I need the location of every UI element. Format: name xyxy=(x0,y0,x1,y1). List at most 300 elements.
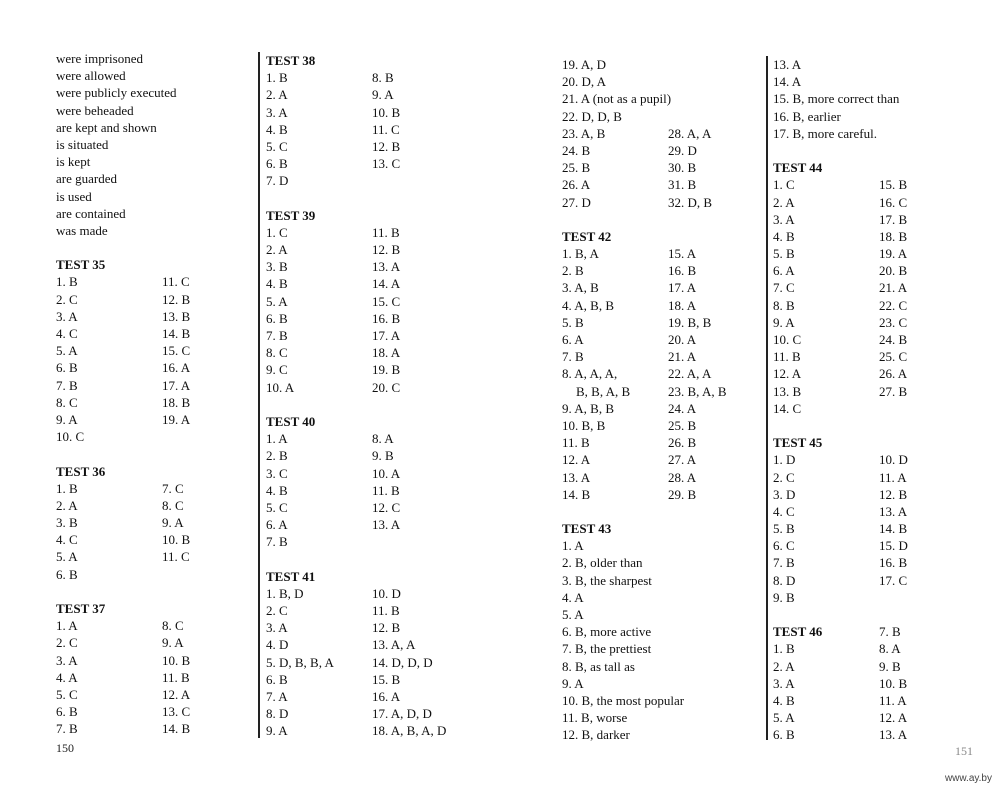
answer-left: 26. A xyxy=(562,177,591,193)
answer-right: 13. C xyxy=(162,704,191,720)
answer-right: 9. A xyxy=(372,87,394,103)
answer-left: 8. D xyxy=(266,706,289,722)
answer-left: 2. C xyxy=(773,469,795,485)
answer-right: 25. B xyxy=(668,417,697,433)
answer-row xyxy=(56,548,190,565)
answer-right: 20. C xyxy=(372,379,401,395)
answer-right: 20. A xyxy=(668,332,697,347)
answer-left: 4. B xyxy=(266,121,288,137)
answer-left: 10. B, B xyxy=(562,417,606,433)
answer-left: 9. C xyxy=(266,362,288,378)
spacer xyxy=(562,211,727,228)
answer-row xyxy=(266,654,446,671)
column-divider-left xyxy=(258,52,260,738)
answer-left: 2. A xyxy=(266,87,288,103)
answer-right: 17. A xyxy=(162,377,191,393)
answer-row xyxy=(266,430,446,447)
answer-left: 3. A xyxy=(266,104,288,120)
answer-row xyxy=(773,365,908,382)
answer-row xyxy=(266,688,446,705)
answer-row xyxy=(56,377,190,394)
answer-row xyxy=(773,451,908,468)
answer-right: 21. A xyxy=(668,349,697,365)
answer-right: 9. B xyxy=(879,658,901,674)
answer-right: 18. A xyxy=(668,297,697,313)
answer-row xyxy=(562,159,727,176)
answer-text: are guarded xyxy=(56,171,117,187)
answer-right: 11. B xyxy=(372,482,400,498)
answer-row xyxy=(562,331,727,348)
answer-left: 4. C xyxy=(773,503,795,519)
answer-row xyxy=(773,245,908,262)
page-number-left: 150 xyxy=(56,741,74,755)
spacer xyxy=(773,417,908,434)
answer-single: 20. D, A xyxy=(562,74,607,90)
answer-left: 4. B xyxy=(266,276,288,292)
answer-left: 10. A xyxy=(266,379,295,395)
answer-right: 18. A, B, A, D xyxy=(372,723,447,739)
answer-right: 10. B xyxy=(879,675,908,691)
answer-row xyxy=(562,314,727,331)
answer-right: 14. B xyxy=(162,721,191,737)
answer-left: 6. A xyxy=(562,332,584,347)
answer-right: 26. B xyxy=(668,435,697,451)
answer-right: 29. D xyxy=(668,142,697,158)
answer-row xyxy=(56,686,190,703)
answer-row xyxy=(773,314,908,331)
answer-left: 9. A xyxy=(56,411,78,427)
answer-left: 3. A xyxy=(266,620,288,636)
answer-right: 20. B xyxy=(879,263,908,279)
answer-right: 10. A xyxy=(372,465,401,481)
answer-right: 15. D xyxy=(879,538,908,554)
answer-single: 21. A (not as a pupil) xyxy=(562,91,672,107)
answer-left: 4. B xyxy=(773,692,795,708)
answer-right: 17. B xyxy=(879,211,908,227)
answer-single: 7. B xyxy=(266,534,288,550)
answer-single: 15. B, more correct than xyxy=(773,91,900,107)
answer-single: 13. A xyxy=(773,57,802,72)
spacer xyxy=(266,550,446,567)
answer-row xyxy=(266,344,446,361)
answer-left: 2. A xyxy=(56,497,78,513)
answer-right: 31. B xyxy=(668,177,697,193)
answer-left: 5. C xyxy=(266,138,288,154)
answer-row xyxy=(562,142,727,159)
answer-row xyxy=(266,602,446,619)
answer-row xyxy=(773,675,908,692)
answer-row xyxy=(266,619,446,636)
answer-row xyxy=(773,658,908,675)
answer-left: 1. B, A xyxy=(562,246,599,262)
answer-right: 8. C xyxy=(162,618,184,634)
answer-single: 14. C xyxy=(773,400,802,416)
answer-left: 6. C xyxy=(773,538,795,554)
answer-row xyxy=(773,640,908,657)
answer-left: 1. B xyxy=(773,641,795,657)
answer-left: 5. B xyxy=(773,246,795,262)
answer-left: 9. A xyxy=(773,314,795,330)
test-heading: TEST 44 xyxy=(773,160,823,176)
answer-text: is situated xyxy=(56,136,109,152)
answer-left: 2. C xyxy=(56,635,78,651)
answer-text: are contained xyxy=(56,205,126,221)
answer-right: 9. A xyxy=(162,515,184,531)
answer-right: 15. B xyxy=(372,671,401,687)
answer-single: 17. B, more careful. xyxy=(773,125,877,141)
answer-right: 15. C xyxy=(162,343,191,359)
answer-right: 21. A xyxy=(879,280,908,296)
spacer xyxy=(773,142,908,159)
answer-left: 2. A xyxy=(773,658,795,674)
answer-text: is kept xyxy=(56,154,91,170)
answer-right: 10. B xyxy=(162,652,191,668)
answer-right: 12. C xyxy=(372,499,401,515)
answer-row xyxy=(562,194,727,211)
answer-left: 8. D xyxy=(773,572,796,588)
answer-right: 14. B xyxy=(879,521,908,537)
answer-row xyxy=(266,516,446,533)
answer-right: 11. B xyxy=(372,603,400,618)
test-heading: TEST 36 xyxy=(56,463,106,479)
answer-right: 14. B xyxy=(162,326,191,341)
answer-row xyxy=(773,228,908,245)
answer-row xyxy=(266,104,446,121)
answer-right: 12. A xyxy=(162,686,191,702)
answer-right: 16. A xyxy=(162,360,191,376)
answer-row xyxy=(266,121,446,138)
answer-row xyxy=(56,497,190,514)
answer-single: 7. B, the prettiest xyxy=(562,641,652,657)
answer-left: 23. A, B xyxy=(562,125,606,141)
answer-right: 11. C xyxy=(162,274,190,290)
test-heading: TEST 40 xyxy=(266,413,316,429)
answer-right: 11. C xyxy=(162,549,190,565)
answer-left: 12. A xyxy=(773,366,802,382)
answer-row xyxy=(773,348,908,365)
answer-text: was made xyxy=(56,222,108,238)
column-divider-right xyxy=(766,56,768,740)
answer-right: 12. B xyxy=(372,242,401,258)
answer-row xyxy=(266,224,446,241)
answer-right: 12. B xyxy=(372,620,401,636)
answer-single: 3. B, the sharpest xyxy=(562,572,652,588)
answer-left: 13. B xyxy=(773,383,802,399)
answer-right: 12. B xyxy=(879,486,908,502)
answer-left: 3. C xyxy=(266,465,288,481)
answer-right: 13. C xyxy=(372,156,401,172)
answer-left: 8. B xyxy=(773,297,795,313)
answer-row xyxy=(266,722,446,739)
answer-left: 7. C xyxy=(773,280,795,296)
answer-row xyxy=(266,361,446,378)
spacer xyxy=(562,503,727,520)
answer-right: 13. A xyxy=(879,503,908,519)
answer-row xyxy=(266,275,446,292)
answer-right: 13. A xyxy=(372,259,401,275)
answer-row xyxy=(56,411,190,428)
answer-row xyxy=(562,383,727,400)
answer-left: 3. A, B xyxy=(562,280,599,296)
answer-row xyxy=(773,176,908,193)
answer-right: 32. D, B xyxy=(668,194,713,210)
answer-single: 10. C xyxy=(56,429,85,445)
answer-right: 11. B xyxy=(162,669,190,685)
answer-right: 23. B, A, B xyxy=(668,383,727,399)
answer-right: 10. B xyxy=(372,104,401,120)
answer-left: 2. A xyxy=(773,194,795,210)
answer-single: 6. B, more active xyxy=(562,624,652,640)
answer-row xyxy=(562,279,727,296)
answer-single: 6. B xyxy=(56,566,78,582)
answer-right: 26. A xyxy=(879,366,908,382)
answer-row xyxy=(266,155,446,172)
test-heading: TEST 35 xyxy=(56,257,106,273)
answer-right: 8. C xyxy=(162,497,184,513)
answer-row xyxy=(562,469,727,486)
answer-left: 2. A xyxy=(266,242,288,258)
answer-right: 27. B xyxy=(879,383,908,399)
answer-left: 6. B xyxy=(56,704,78,720)
answer-left: 6. B xyxy=(56,360,78,376)
answer-row xyxy=(562,417,727,434)
answer-left: 8. C xyxy=(56,394,78,410)
answer-left: 1. B xyxy=(56,480,78,496)
answer-left: 6. B xyxy=(266,310,288,326)
answer-right: 24. B xyxy=(879,332,908,347)
answer-right: 29. B xyxy=(668,486,697,502)
answer-right: 11. B xyxy=(372,224,400,240)
answer-single: 9. A xyxy=(562,675,584,691)
answer-row xyxy=(773,383,908,400)
answer-row xyxy=(56,531,190,548)
answer-left: 14. B xyxy=(562,486,591,502)
answer-right: 7. C xyxy=(162,480,184,496)
answer-right: 15. A xyxy=(668,246,697,262)
answer-right: 19. A xyxy=(879,246,908,262)
answer-left: 5. C xyxy=(56,686,78,702)
answer-row xyxy=(266,86,446,103)
answer-left: 6. B xyxy=(266,671,288,687)
answer-row xyxy=(56,720,190,737)
answer-row xyxy=(773,692,908,709)
answer-single: 2. B, older than xyxy=(562,555,643,571)
answer-left: 1. D xyxy=(773,452,796,468)
answer-left: 4. C xyxy=(56,532,78,548)
answer-row xyxy=(773,262,908,279)
answer-right: 19. B, B xyxy=(668,314,712,330)
answer-right: 7. B xyxy=(879,624,901,640)
answer-row xyxy=(56,617,190,634)
answer-right: 18. A xyxy=(372,345,401,361)
answer-row xyxy=(266,465,446,482)
answer-right: 14. A xyxy=(372,276,401,292)
answer-right: 18. B xyxy=(879,228,908,244)
answer-left: 5. A xyxy=(266,293,288,309)
answer-left: 6. B xyxy=(266,156,288,172)
answer-right: 10. D xyxy=(879,452,908,468)
answer-left: 2. C xyxy=(266,603,288,618)
answer-left: 5. A xyxy=(56,549,78,565)
answer-row xyxy=(56,308,190,325)
answer-left: 4. B xyxy=(773,228,795,244)
spacer xyxy=(56,239,190,256)
answer-row xyxy=(56,359,190,376)
answer-left: 3. B xyxy=(266,259,288,275)
answer-right: 12. A xyxy=(879,710,908,726)
answer-row xyxy=(56,273,190,290)
answer-row xyxy=(562,434,727,451)
spacer xyxy=(773,606,908,623)
answer-row xyxy=(773,520,908,537)
answer-row xyxy=(562,365,727,382)
test-heading: TEST 37 xyxy=(56,601,106,616)
answer-row xyxy=(773,503,908,520)
answer-left: 27. D xyxy=(562,194,591,210)
answer-right: 24. A xyxy=(668,400,697,416)
answer-left: 1. B, D xyxy=(266,585,304,601)
answer-row xyxy=(773,554,908,571)
answer-left: B, B, A, B xyxy=(576,383,631,399)
answer-row xyxy=(562,176,727,193)
answer-single: 14. A xyxy=(773,74,802,90)
answer-row xyxy=(266,447,446,464)
spacer xyxy=(56,445,190,462)
answer-left: 13. A xyxy=(562,469,591,485)
answer-text: were publicly executed xyxy=(56,85,177,101)
answer-row xyxy=(773,726,908,743)
watermark: www.ay.by xyxy=(944,773,992,784)
answer-row xyxy=(56,652,190,669)
answer-row xyxy=(773,709,908,726)
answer-right: 17. A xyxy=(372,328,401,343)
answer-left: 2. B xyxy=(266,448,288,464)
answer-left: 5. B xyxy=(562,314,584,330)
answer-left: 5. D, B, B, A xyxy=(266,654,334,670)
answer-row xyxy=(56,703,190,720)
answer-left: 7. B xyxy=(562,349,584,365)
answer-left: 6. A xyxy=(266,517,288,533)
answer-left: 7. B xyxy=(56,721,78,737)
answer-row xyxy=(266,379,446,396)
answer-row xyxy=(266,585,446,602)
answer-right: 8. A xyxy=(879,641,901,657)
answer-left: 5. B xyxy=(773,521,795,537)
answer-row xyxy=(562,297,727,314)
answer-right: 19. A xyxy=(162,411,191,427)
answer-row xyxy=(773,572,908,589)
answer-right: 19. B xyxy=(372,362,401,378)
answer-right: 16. C xyxy=(879,194,908,210)
answer-right: 13. A xyxy=(879,727,908,743)
answer-left: 9. A xyxy=(266,723,288,739)
answer-right: 13. A, A xyxy=(372,637,416,653)
answer-right: 16. A xyxy=(372,688,401,704)
answer-right: 13. B xyxy=(162,308,191,324)
answer-left: 3. D xyxy=(773,486,796,502)
test-heading: TEST 39 xyxy=(266,207,316,223)
answer-right: 16. B xyxy=(668,263,697,279)
answer-left: 1. A xyxy=(56,618,78,634)
answer-left: 9. A, B, B xyxy=(562,400,615,416)
answer-left: 11. B xyxy=(562,435,590,451)
answer-single: 10. B, the most popular xyxy=(562,692,685,708)
answer-right: 22. A, A xyxy=(668,366,712,382)
answer-left: 7. B xyxy=(773,555,795,571)
answer-left: 3. A xyxy=(773,211,795,227)
answer-right: 9. B xyxy=(372,448,394,464)
answer-row xyxy=(266,241,446,258)
answer-single: 1. A xyxy=(562,538,584,554)
answer-single: 9. B xyxy=(773,589,795,605)
answer-right: 10. D xyxy=(372,585,401,601)
answer-left: 1. B xyxy=(56,274,78,290)
answer-left: 8. A, A, A, xyxy=(562,366,618,382)
answer-right: 27. A xyxy=(668,452,697,468)
answer-right: 14. D, D, D xyxy=(372,654,433,670)
answer-left: 5. A xyxy=(773,710,795,726)
test-heading: TEST 38 xyxy=(266,53,316,68)
answer-column-3 xyxy=(562,56,727,744)
answer-right: 11. A xyxy=(879,469,907,485)
answer-row xyxy=(56,634,190,651)
answer-right: 28. A, A xyxy=(668,125,712,141)
answer-row xyxy=(562,486,727,503)
answer-row xyxy=(562,262,727,279)
answer-row xyxy=(266,671,446,688)
answer-row xyxy=(266,138,446,155)
answer-left: 6. B xyxy=(773,727,795,743)
answer-row xyxy=(773,469,908,486)
test-heading: TEST 41 xyxy=(266,568,316,584)
answer-left: 7. B xyxy=(266,328,288,343)
answer-row xyxy=(56,342,190,359)
answer-left: 12. A xyxy=(562,452,591,468)
answer-row xyxy=(773,537,908,554)
answer-right: 15. C xyxy=(372,293,401,309)
answer-right: 18. B xyxy=(162,394,191,410)
answer-right: 12. B xyxy=(372,138,401,154)
answer-column-2 xyxy=(266,52,446,740)
answer-row xyxy=(266,705,446,722)
answer-right: 28. A xyxy=(668,469,697,485)
answer-right: 30. B xyxy=(668,160,697,176)
answer-text: is used xyxy=(56,188,92,204)
answer-row xyxy=(562,245,727,262)
answer-left: 3. A xyxy=(56,308,78,324)
answer-left: 4. C xyxy=(56,326,78,341)
answer-left: 8. C xyxy=(266,345,288,361)
answer-left: 7. B xyxy=(56,377,78,393)
test-heading: TEST 42 xyxy=(562,228,612,244)
answer-right: 10. B xyxy=(162,532,191,548)
answer-row xyxy=(773,279,908,296)
answer-left: 3. A xyxy=(773,675,795,691)
answer-right: 15. B xyxy=(879,177,908,193)
answer-left: 4. A, B, B xyxy=(562,297,615,313)
answer-right: 17. A xyxy=(668,280,697,296)
answer-row xyxy=(266,327,446,344)
answer-column-4 xyxy=(773,56,908,744)
answer-row xyxy=(773,331,908,348)
answer-single: 8. B, as tall as xyxy=(562,658,635,674)
test-heading: TEST 43 xyxy=(562,521,612,537)
answer-right: 16. B xyxy=(879,555,908,571)
spacer xyxy=(266,396,446,413)
answer-single: 4. A xyxy=(562,589,584,605)
answer-single: 11. B, worse xyxy=(562,710,628,726)
answer-single: 12. B, darker xyxy=(562,727,630,743)
